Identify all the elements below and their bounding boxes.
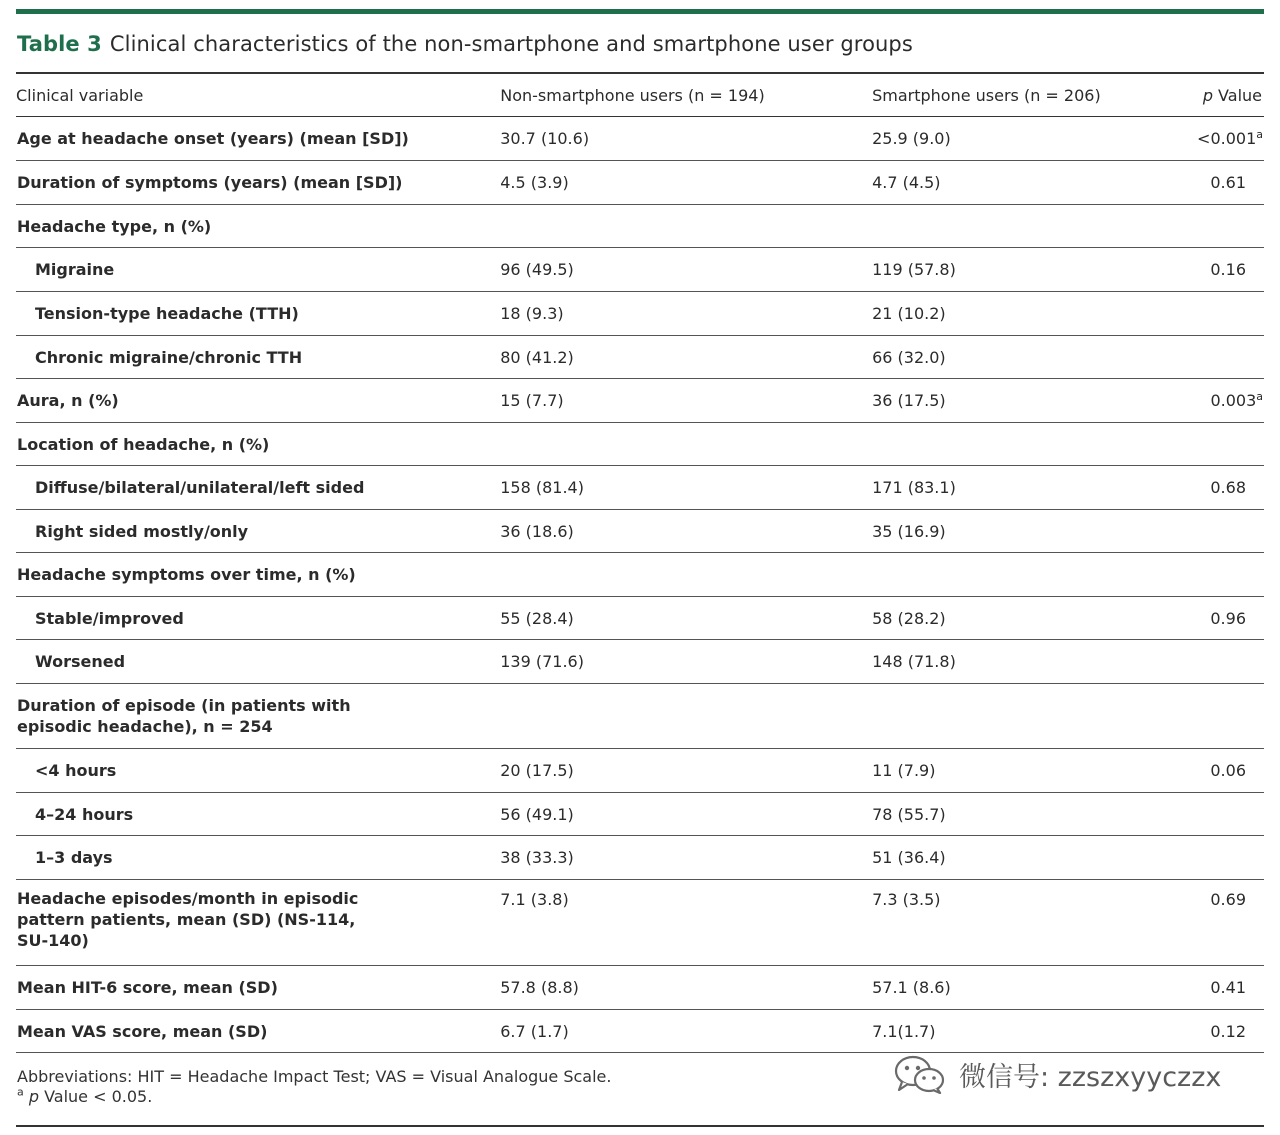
row-label: Aura, n (%) — [16, 379, 500, 423]
table-row — [16, 161, 1264, 205]
table-row-group — [16, 684, 1264, 749]
table-header-row — [16, 74, 1264, 117]
row-label: Right sided mostly/only — [16, 510, 500, 553]
table-row — [16, 466, 1264, 510]
row-label: Duration of symptoms (years) (mean [SD]) — [16, 161, 500, 205]
row-label: Chronic migraine/chronic TTH — [16, 336, 500, 379]
table-row-group — [16, 423, 1264, 466]
smartphone-value: 171 (83.1) — [872, 466, 1197, 510]
non-smartphone-value: 139 (71.6) — [500, 640, 872, 684]
non-smartphone-value: 38 (33.3) — [500, 836, 872, 880]
smartphone-value: 148 (71.8) — [872, 640, 1197, 684]
p-value: 0.003 — [1210, 391, 1257, 410]
table-row — [16, 379, 1264, 423]
smartphone-value: 78 (55.7) — [872, 793, 1197, 836]
header-clinical-variable: Clinical variable — [16, 74, 500, 117]
p-value: 0.12 — [1197, 1010, 1264, 1053]
non-smartphone-value: 30.7 (10.6) — [500, 117, 872, 161]
non-smartphone-value: 96 (49.5) — [500, 248, 872, 292]
smartphone-value: 57.1 (8.6) — [872, 966, 1197, 1010]
row-label: Age at headache onset (years) (mean [SD]) — [16, 117, 500, 161]
top-accent-bar — [16, 9, 1264, 14]
header-smartphone: Smartphone users (n = 206) — [872, 74, 1197, 117]
footnote-marker: a — [17, 1085, 24, 1099]
non-smartphone-value: 7.1 (3.8) — [500, 880, 872, 966]
non-smartphone-value: 57.8 (8.8) — [500, 966, 872, 1010]
smartphone-value: 25.9 (9.0) — [872, 117, 1197, 161]
non-smartphone-value: 56 (49.1) — [500, 793, 872, 836]
smartphone-value: 36 (17.5) — [872, 379, 1197, 423]
table-row-group — [16, 205, 1264, 248]
table-row — [16, 292, 1264, 336]
smartphone-value: 35 (16.9) — [872, 510, 1197, 553]
table-footnotes — [17, 1067, 611, 1107]
group-label: Headache type, n (%) — [16, 205, 500, 248]
row-label: Mean VAS score, mean (SD) — [16, 1010, 500, 1053]
watermark — [893, 1052, 1221, 1096]
non-smartphone-value: 4.5 (3.9) — [500, 161, 872, 205]
non-smartphone-value: 20 (17.5) — [500, 749, 872, 793]
p-value: 0.61 — [1197, 161, 1264, 205]
non-smartphone-value: 6.7 (1.7) — [500, 1010, 872, 1053]
non-smartphone-value: 15 (7.7) — [500, 379, 872, 423]
p-value: 0.69 — [1197, 880, 1264, 966]
clinical-characteristics-table — [16, 74, 1264, 1053]
non-smartphone-value: 158 (81.4) — [500, 466, 872, 510]
smartphone-value: 11 (7.9) — [872, 749, 1197, 793]
p-value: 0.06 — [1197, 749, 1264, 793]
table-row — [16, 640, 1264, 684]
smartphone-value: 51 (36.4) — [872, 836, 1197, 880]
smartphone-value: 66 (32.0) — [872, 336, 1197, 379]
table-row — [16, 793, 1264, 836]
header-non-smartphone: Non-smartphone users (n = 194) — [500, 74, 872, 117]
group-label: Duration of episode (in patients with episodic headache), n = 254 — [16, 684, 500, 749]
table-row — [16, 966, 1264, 1010]
table-row — [16, 749, 1264, 793]
table-row — [16, 510, 1264, 553]
table-number: Table 3 — [17, 32, 102, 56]
table-row — [16, 597, 1264, 640]
row-label: 1–3 days — [16, 836, 500, 880]
smartphone-value: 7.3 (3.5) — [872, 880, 1197, 966]
row-label: Headache episodes/month in episodic pattern patients, mean (SD) (NS-114, SU-140) — [16, 880, 500, 966]
p-value: 0.68 — [1197, 466, 1264, 510]
footnote-marker: a — [1256, 127, 1263, 141]
abbreviations-note: Abbreviations: HIT = Headache Impact Test; VAS = Visual Analogue Scale. — [17, 1067, 612, 1086]
row-label: Migraine — [16, 248, 500, 292]
row-label: Stable/improved — [16, 597, 500, 640]
group-label: Headache symptoms over time, n (%) — [16, 553, 500, 597]
smartphone-value: 7.1(1.7) — [872, 1010, 1197, 1053]
table-row — [16, 880, 1264, 966]
p-value: 0.41 — [1197, 966, 1264, 1010]
table-row-group — [16, 553, 1264, 597]
p-value: 0.16 — [1197, 248, 1264, 292]
non-smartphone-value: 18 (9.3) — [500, 292, 872, 336]
table-row — [16, 117, 1264, 161]
group-label: Location of headache, n (%) — [16, 423, 500, 466]
significance-note — [17, 1087, 611, 1107]
p-value-cell — [1197, 379, 1264, 423]
header-p-value — [1197, 74, 1264, 117]
table-row — [16, 836, 1264, 880]
significance-text: Value < 0.05. — [39, 1087, 153, 1106]
table-caption: Clinical characteristics of the non-smartphone and smartphone user groups — [109, 32, 913, 56]
smartphone-value: 21 (10.2) — [872, 292, 1197, 336]
p-value: <0.001 — [1197, 129, 1257, 148]
p-value-cell — [1197, 117, 1264, 161]
non-smartphone-value: 36 (18.6) — [500, 510, 872, 553]
significance-p-italic: p — [28, 1087, 39, 1106]
smartphone-value: 119 (57.8) — [872, 248, 1197, 292]
table-body — [16, 117, 1264, 1053]
watermark-text: 微信号: zzszxyyczzx — [959, 1061, 1222, 1093]
footnote-marker: a — [1256, 389, 1263, 403]
row-label: Tension-type headache (TTH) — [16, 292, 500, 336]
bottom-rule — [16, 1125, 1264, 1127]
table-row — [16, 336, 1264, 379]
row-label: Diffuse/bilateral/unilateral/left sided — [16, 466, 500, 510]
table-row — [16, 1010, 1264, 1053]
table-title — [17, 32, 913, 56]
table-row — [16, 248, 1264, 292]
smartphone-value: 4.7 (4.5) — [872, 161, 1197, 205]
header-p-italic: p — [1202, 85, 1213, 105]
wechat-icon — [893, 1054, 947, 1094]
row-label: <4 hours — [16, 749, 500, 793]
row-label: Mean HIT-6 score, mean (SD) — [16, 966, 500, 1010]
p-value: 0.96 — [1197, 597, 1264, 640]
header-p-rest: Value — [1212, 85, 1262, 105]
row-label: 4–24 hours — [16, 793, 500, 836]
non-smartphone-value: 55 (28.4) — [500, 597, 872, 640]
non-smartphone-value: 80 (41.2) — [500, 336, 872, 379]
smartphone-value: 58 (28.2) — [872, 597, 1197, 640]
row-label: Worsened — [16, 640, 500, 684]
